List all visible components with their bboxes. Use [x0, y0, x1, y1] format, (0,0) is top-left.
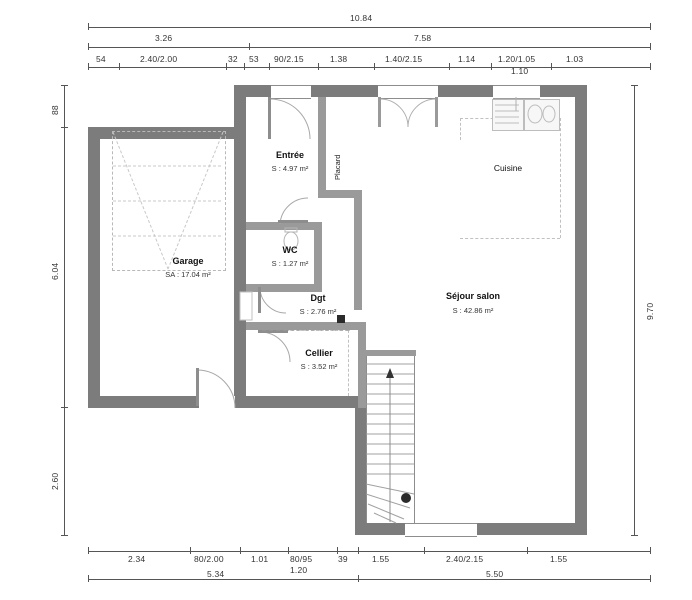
dim-bottom-mid-2: 5.50 [486, 569, 504, 579]
dim-tick [337, 547, 338, 554]
dim-tick [358, 547, 359, 554]
dim-top-inner-9: 1.20/1.05 [498, 54, 536, 64]
dim-top-inner-6: 1.38 [330, 54, 348, 64]
dim-tick [88, 23, 89, 30]
dim-right-outer: 9.70 [645, 302, 655, 320]
dim-line-left-inner [64, 85, 65, 535]
dim-tick [88, 43, 89, 50]
dim-tick [88, 575, 89, 582]
dim-tick [631, 535, 638, 536]
dim-tick [226, 63, 227, 70]
dim-tick [527, 547, 528, 554]
dim-tick [650, 23, 651, 30]
dim-tick [650, 43, 651, 50]
dim-top-mid-1: 3.26 [155, 33, 173, 43]
dim-bottom-inner-7: 2.40/2.15 [446, 554, 484, 564]
dim-left-inner-2: 6.04 [50, 262, 60, 280]
dim-line-top-mid [88, 47, 650, 48]
dim-bottom-inner-4: 80/95 [290, 554, 313, 564]
dim-tick [288, 547, 289, 554]
dim-tick [269, 63, 270, 70]
room-label-wc: WC [282, 245, 298, 255]
dim-top-mid-2: 7.58 [414, 33, 432, 43]
room-area-sejour: S : 42.86 m² [452, 306, 494, 315]
dim-bottom-inner-3: 1.01 [251, 554, 269, 564]
dim-tick [240, 547, 241, 554]
room-label-sejour: Séjour salon [445, 291, 500, 301]
dim-tick [318, 63, 319, 70]
kitchen-counter-dash-bottom [460, 238, 560, 239]
window-swing-cuisine [493, 97, 543, 113]
dim-bottom-inner-2: 80/2.00 [194, 554, 224, 564]
dim-tick [449, 63, 450, 70]
room-area-garage: SA : 17.04 m² [165, 270, 211, 279]
dim-top-extra: 1.10 [511, 66, 529, 76]
dim-tick [249, 43, 250, 50]
interior-wall-wc-right [314, 222, 322, 284]
garage-hatch-lines [112, 131, 226, 271]
garage-wall-left [88, 127, 100, 407]
dim-tick [491, 63, 492, 70]
room-label-entree: Entrée [275, 150, 304, 160]
dim-tick [61, 85, 68, 86]
dim-top-inner-5: 90/2.15 [274, 54, 304, 64]
interior-wall-stair-left-upper [358, 322, 366, 408]
dim-top-inner-2: 2.40/2.00 [140, 54, 178, 64]
dim-line-bottom-inner [88, 551, 650, 552]
interior-wall-dgt-right [354, 190, 362, 310]
dim-line-right-outer [634, 85, 635, 535]
dim-tick [424, 547, 425, 554]
room-area-wc: S : 1.27 m² [271, 259, 309, 268]
dim-tick [650, 575, 651, 582]
dim-tick [551, 63, 552, 70]
dim-top-inner-3: 32 [228, 54, 238, 64]
dim-line-bottom-mid [88, 579, 650, 580]
dim-top-outer: 10.84 [350, 13, 373, 23]
dim-top-inner-4: 53 [249, 54, 259, 64]
dim-tick [61, 535, 68, 536]
dim-tick [88, 63, 89, 70]
dim-top-inner-7: 1.40/2.15 [385, 54, 423, 64]
stair-steps [366, 356, 416, 526]
kitchen-counter-dash-left [460, 118, 461, 140]
dim-bottom-extra: 1.20 [290, 565, 308, 575]
dim-bottom-inner-5: 39 [338, 554, 348, 564]
dim-tick [650, 547, 651, 554]
dim-tick [244, 63, 245, 70]
dim-bottom-mid-1: 5.34 [207, 569, 225, 579]
dim-tick [61, 127, 68, 128]
dim-top-inner-8: 1.14 [458, 54, 476, 64]
garage-door-swing [196, 360, 246, 410]
dim-tick [88, 547, 89, 554]
dim-tick [631, 85, 638, 86]
room-label-placard: Placard [333, 154, 342, 180]
door-garage-dgt [240, 292, 254, 322]
dim-left-inner-1: 88 [50, 105, 60, 115]
dim-tick [374, 63, 375, 70]
dim-line-top-inner [88, 67, 650, 68]
kitchen-counter-dash-right [560, 118, 561, 238]
interior-wall-placard-right [318, 97, 326, 197]
dim-tick [650, 63, 651, 70]
room-label-dgt: Dgt [310, 293, 326, 303]
dim-bottom-inner-8: 1.55 [550, 554, 568, 564]
exterior-wall-right [575, 85, 587, 535]
door-entree-dgt [278, 196, 318, 230]
dim-bottom-inner-1: 2.34 [128, 554, 146, 564]
dim-tick [358, 575, 359, 582]
room-area-dgt: S : 2.76 m² [299, 307, 337, 316]
room-area-entree: S : 4.97 m² [271, 164, 309, 173]
room-label-garage: Garage [172, 256, 204, 266]
dim-bottom-inner-6: 1.55 [372, 554, 390, 564]
french-door-sejour [378, 97, 440, 143]
room-label-cuisine: Cuisine [493, 163, 523, 173]
dim-line-top-outer [88, 27, 650, 28]
dim-top-inner-1: 54 [96, 54, 106, 64]
dim-tick [61, 407, 68, 408]
dim-tick [119, 63, 120, 70]
cellier-shelf-dash [262, 325, 354, 335]
room-label-cellier: Cellier [305, 348, 333, 358]
room-area-cellier: S : 3.52 m² [300, 362, 338, 371]
dim-top-inner-10: 1.03 [566, 54, 584, 64]
dim-left-inner-3: 2.60 [50, 472, 60, 490]
dim-tick [190, 547, 191, 554]
door-entree-main [266, 97, 318, 149]
